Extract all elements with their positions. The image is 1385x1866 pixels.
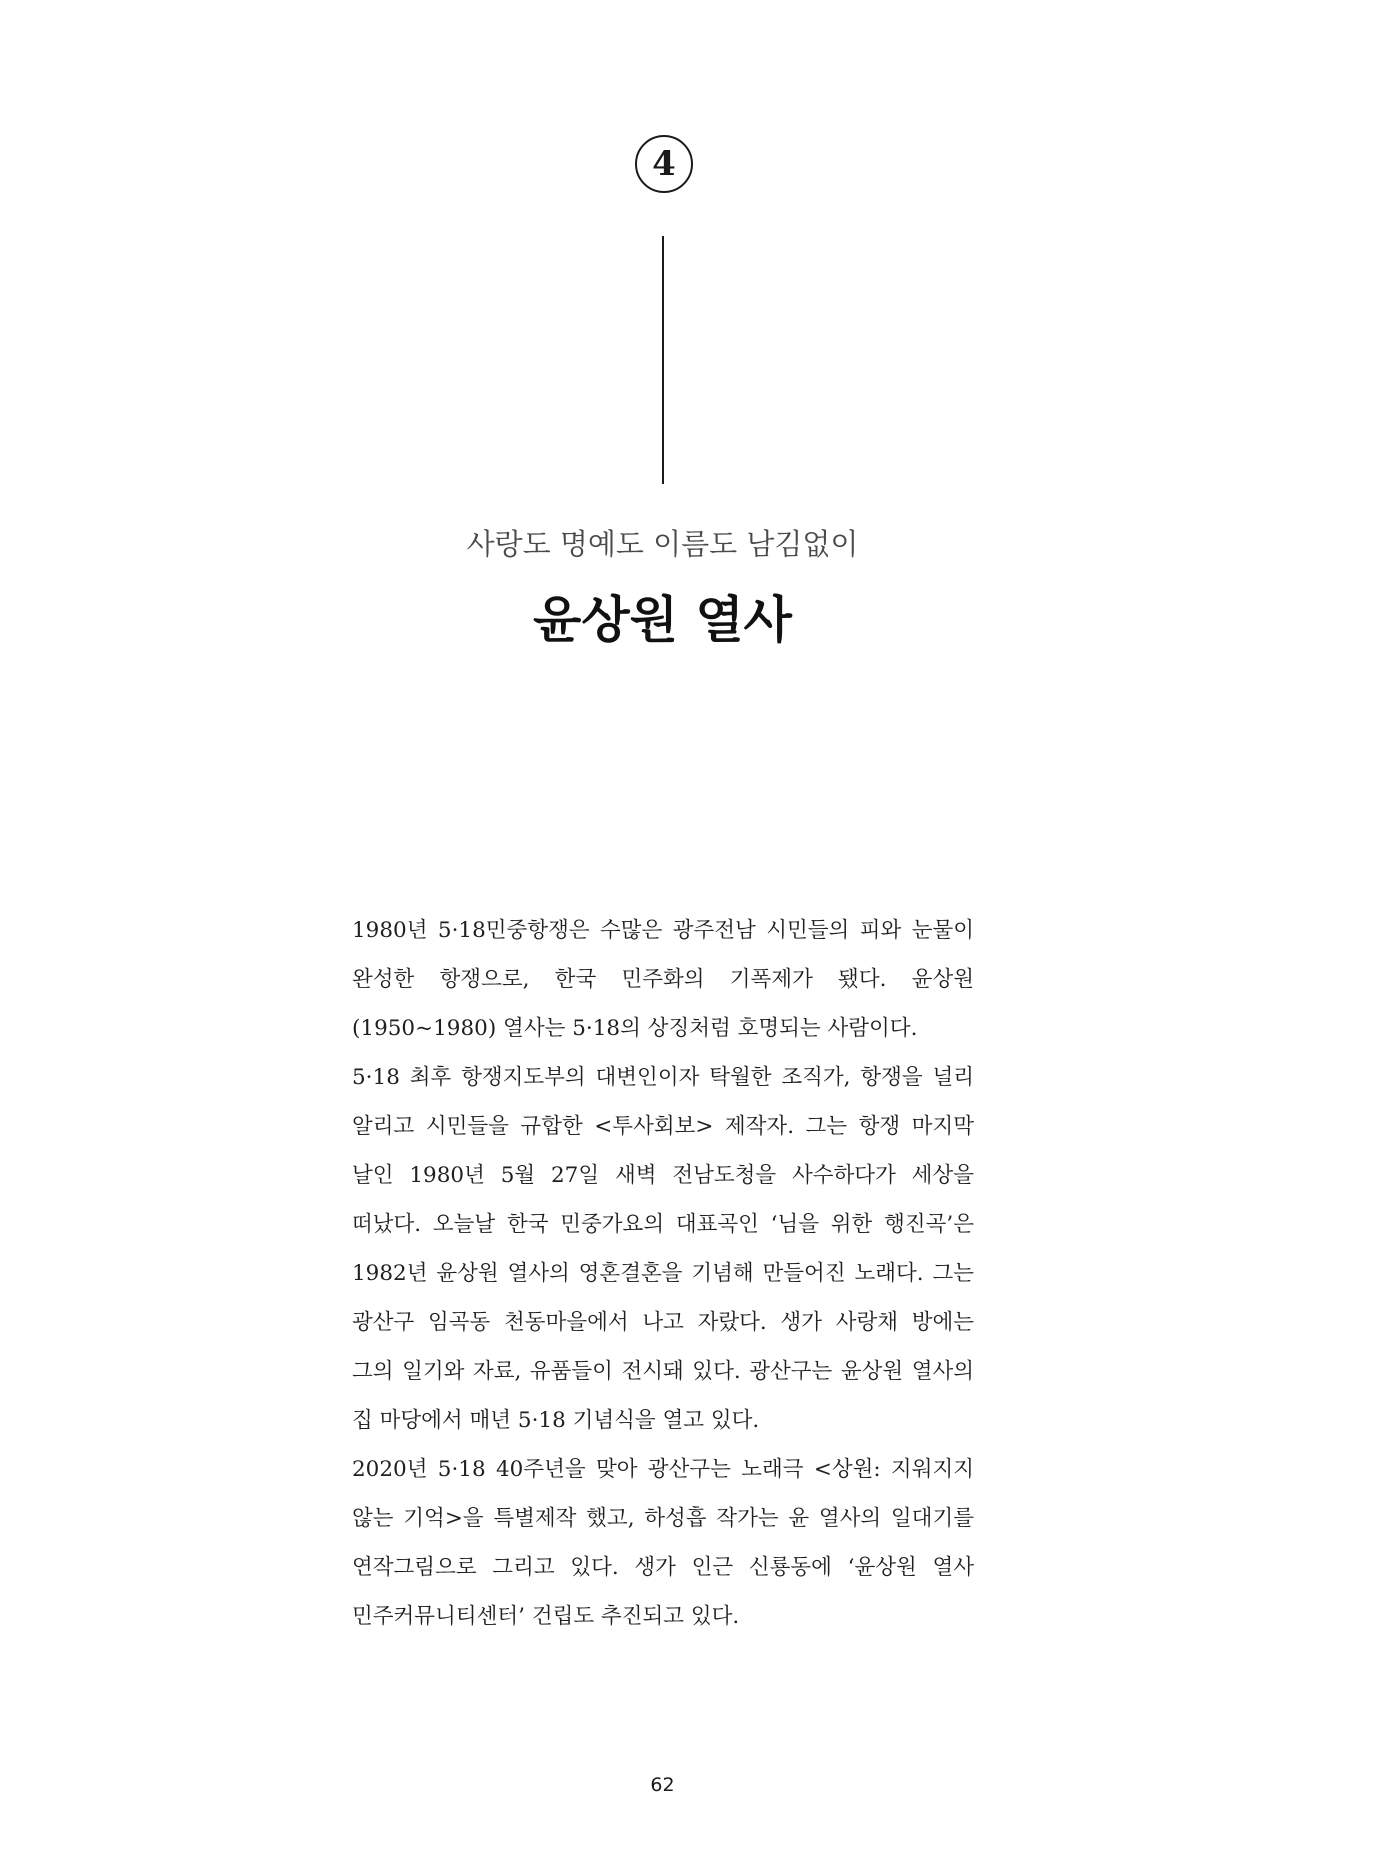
page-title: 윤상원 열사: [533, 591, 792, 649]
page-number: 62: [650, 1774, 675, 1796]
paragraph: 1980년 5·18민중항쟁은 수많은 광주전남 시민들의 피와 눈물이 완성한 항쟁으로, 한국 민주화의 기폭제가 됐다. 윤상원(1950~1980) 열사는 5·18의 상징처럼 호명되는 사람이다.: [352, 918, 974, 1041]
page-subtitle: 사랑도 명예도 이름도 남김없이: [466, 527, 859, 561]
body-text: [352, 906, 974, 1641]
vertical-divider: [662, 236, 664, 484]
paragraph: 2020년 5·18 40주년을 맞아 광산구는 노래극 <상원: 지워지지 않는 기억>을 특별제작 했고, 하성흡 작가는 윤 열사의 일대기를 연작그림으로 그리고 있다. 생가 인근 신룡동에 ‘윤상원 열사 민주커뮤니티센터’ 건립도 추진되고 있다.: [352, 1457, 974, 1629]
paragraph: 5·18 최후 항쟁지도부의 대변인이자 탁월한 조직가, 항쟁을 널리 알리고 시민들을 규합한 <투사회보> 제작자. 그는 항쟁 마지막 날인 1980년 5월 27일 새벽 전남도청을 사수하다가 세상을 떠났다. 오늘날 한국 민중가요의 대표곡인 ‘님을 위한 행진곡’은 1982년 윤상원 열사의 영혼결혼을 기념해 만들어진 노래다. 그는 광산구 임곡동 천동마을에서 나고 자랐다. 생가 사랑채 방에는 그의 일기와 자료, 유품들이 전시돼 있다. 광산구는 윤상원 열사의 집 마당에서 매년 5·18 기념식을 열고 있다.: [352, 1065, 974, 1433]
chapter-number: 4: [652, 144, 676, 184]
chapter-number-badge: [635, 135, 693, 193]
